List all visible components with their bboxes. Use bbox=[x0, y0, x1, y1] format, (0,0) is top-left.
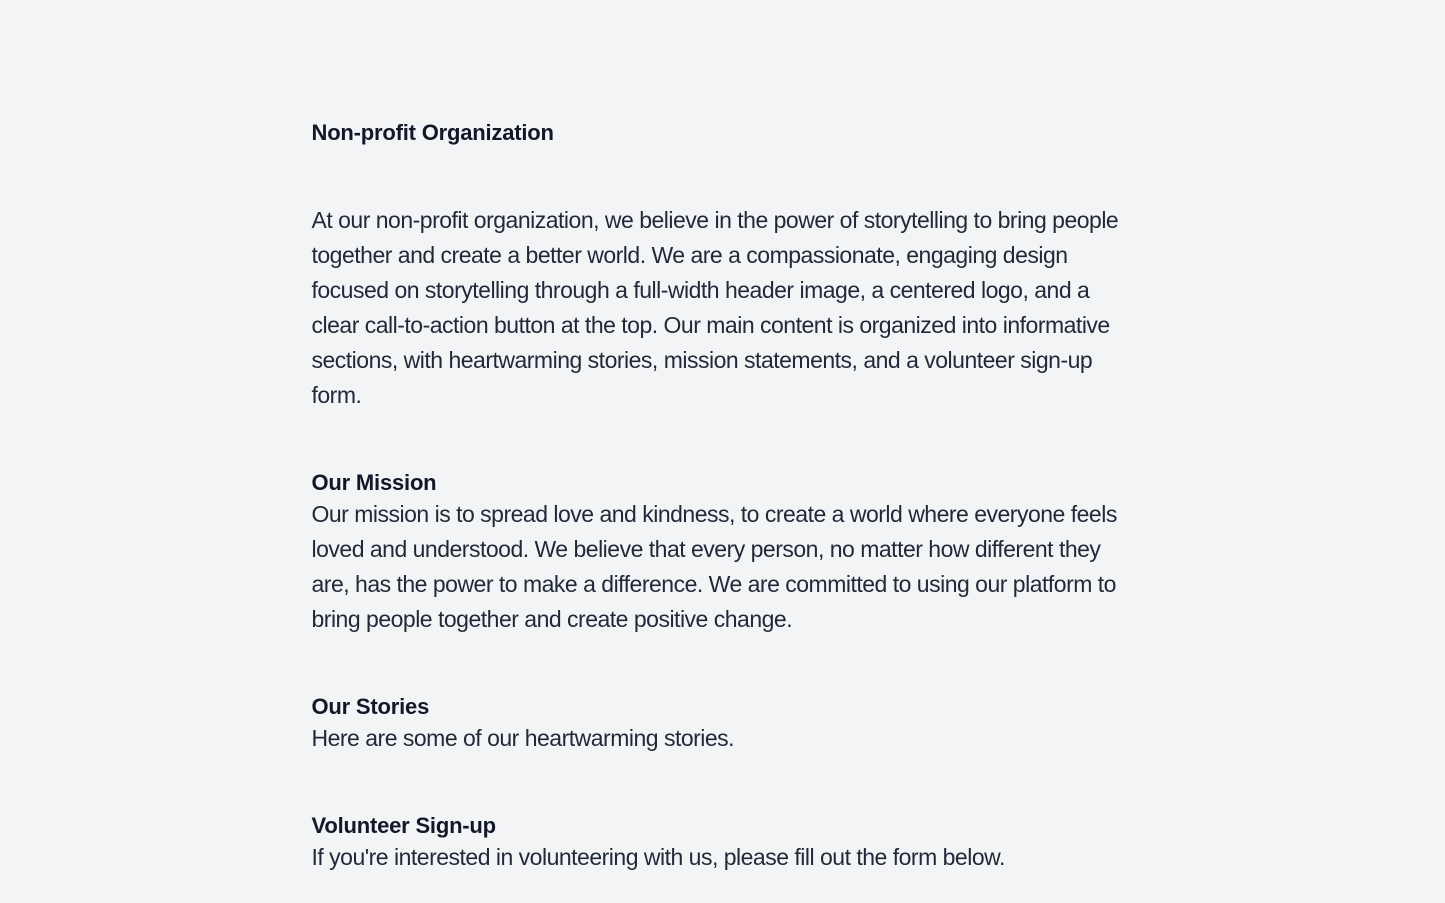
intro-paragraph: At our non-profit organization, we believe in the power of storytelling to bring people together and create a better world. We are a compassionate, engaging design focused on storytelling through a full-width header image, a centered logo, and a clear call-to-action button at the top. Our main content is organized into informative sections, with heartwarming stories, mission statements, and a volunteer sign-up form. bbox=[311, 207, 1119, 408]
our-mission-text: Our mission is to spread love and kindness, to create a world where everyone feels loved and understood. We believe that every person, no matter how different they are, has the power to make a difference. We are committed to using our platform to bring people together and create positive change. bbox=[311, 501, 1117, 632]
our-stories-text: Here are some of our heartwarming stories. bbox=[311, 725, 735, 751]
page-title: Non-profit Organization bbox=[311, 120, 554, 145]
main-content bbox=[312, 0, 1134, 875]
section-our-mission bbox=[312, 469, 1134, 637]
our-stories-heading: Our Stories bbox=[311, 694, 430, 719]
section-our-stories bbox=[312, 693, 1134, 756]
our-mission-heading: Our Mission bbox=[311, 470, 437, 495]
section-volunteer-signup bbox=[312, 812, 1134, 875]
volunteer-signup-text: If you're interested in volunteering with us, please fill out the form below. bbox=[311, 844, 1005, 870]
volunteer-signup-heading: Volunteer Sign-up bbox=[311, 813, 496, 838]
